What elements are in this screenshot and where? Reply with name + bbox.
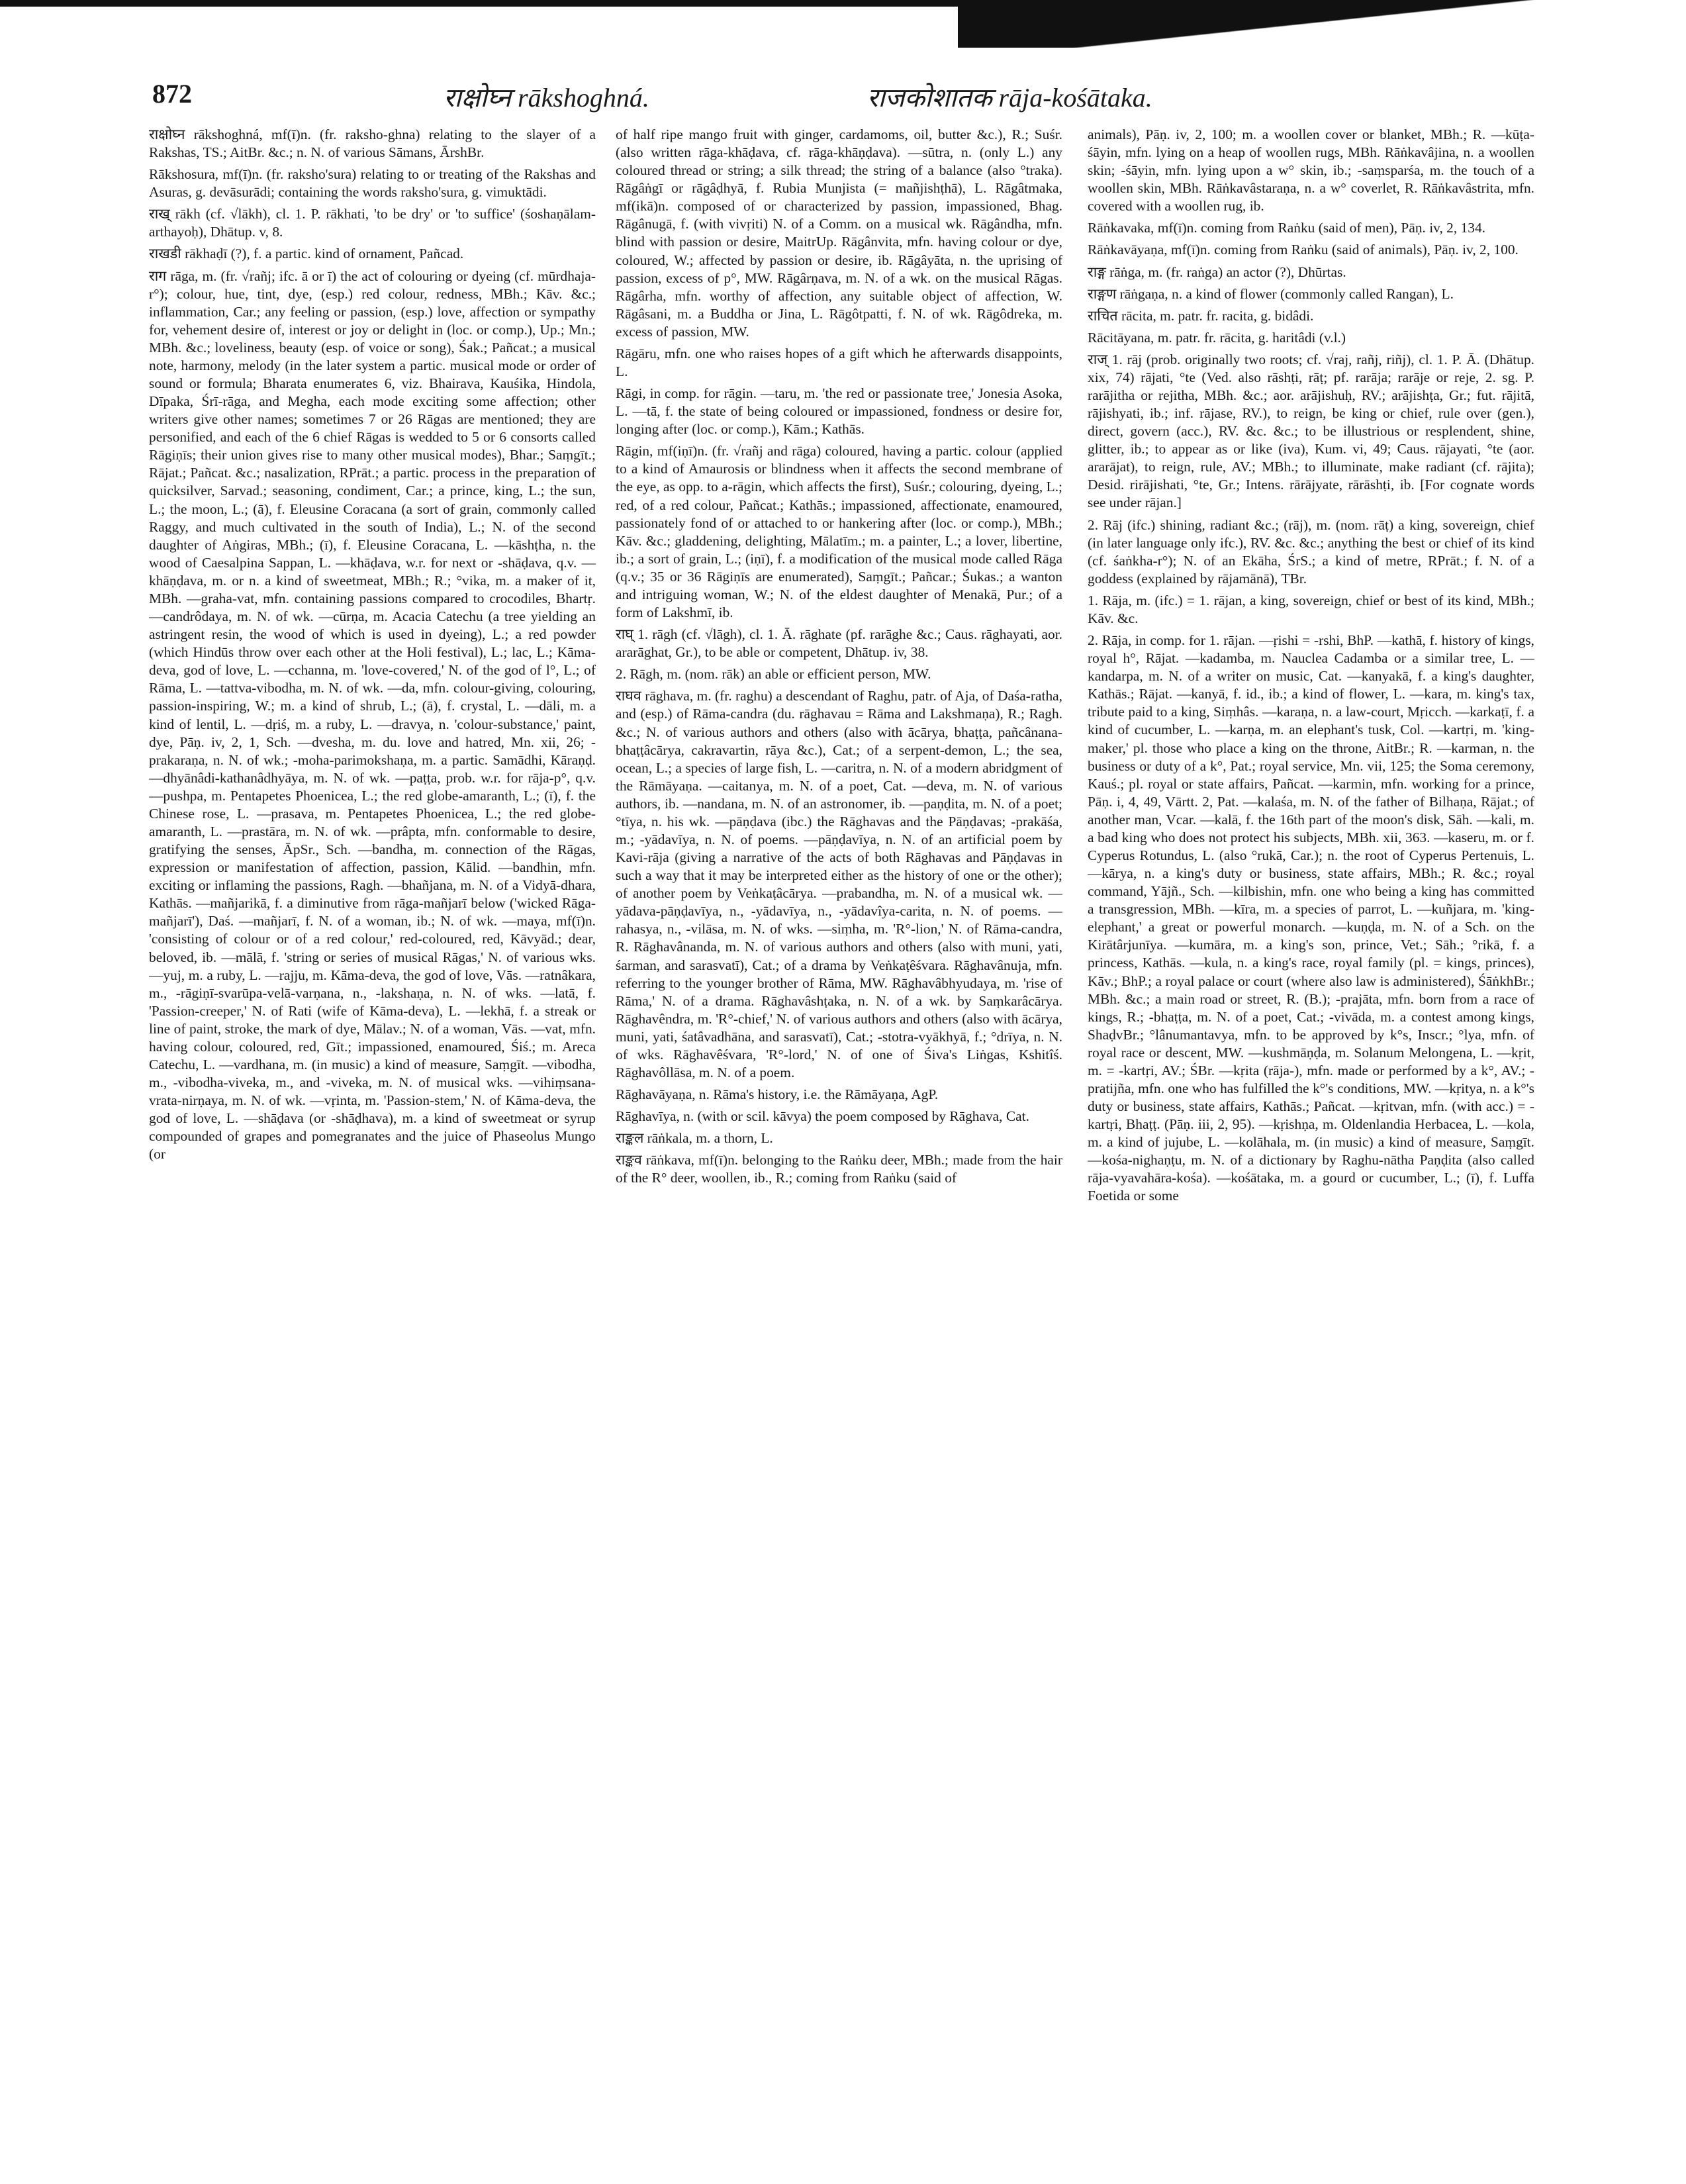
dictionary-entry: राज् 1. rāj (prob. originally two roots; cf. √raj, rañj, riñj), cl. 1. P. Ā. (Dhātup. xix, 74) rājati, °te (Ved. also rāshṭi, rāṭ; pf. rarāja; rarāje or reje, 2. sg. P. rarājitha or rejitha, MBh. &c.; aor. arājishuḥ, RV.; arājishṭa, Gr.; fut. rājitā, rājishyati, ib.; inf. rājase, RV.), to reign, be king or chief, rule over (gen.), direct, govern (acc.), RV. &c. &c.; to be illustrious or resplendent, shine, glitter, ib.; to appear as or like (iva), Kum. vi, 49; Caus. rājayati, °te (aor. ararājat), to reign, rule, AV.; MBh.; to illuminate, make radiant (cf. rājita); Desid. rirājishati, °te, Gr.; Intens. rārājyate, rārāshṭi, ib. [For cognate words see under rājan.] xyxy=(1088,351,1534,511)
dictionary-entry: राखडी rākhaḍī (?), f. a partic. kind of ornament, Pañcad. xyxy=(149,246,464,262)
dictionary-entry: राघ् 1. rāgh (cf. √lāgh), cl. 1. Ā. rāghate (pf. rarāghe &c.; Caus. rāghayati, aor. ararāghat, Gr.), to be able or competent, Dhātup. iv, 38. xyxy=(616,626,1062,661)
running-head-right: राजकोशातक rāja-kośātaka. xyxy=(867,83,1152,113)
dictionary-entry: 2. Rāja, in comp. for 1. rājan. —ṛishi = -rshi, BhP. —kathā, f. history of kings, royal h°, Rājat. —kadamba, m. Nauclea Cadamba or a similar tree, L. —kandarpa, m. N. of a writer on music, Cat. —kanyakā, f. a king's daughter, Kathās.; Rājat. —kanyā, f. id., ib.; a kind of flower, L. —kara, m. king's tax, tribute paid to a king, Siṃhâs. —karaṇa, n. a law-court, Mṛicch. —karkaṭī, f. a kind of cucumber, L. —karṇa, m. an elephant's tusk, Col. —kartṛi, m. 'king-maker,' pl. those who place a king on the throne, AitBr.; R. —karman, n. the business or duty of a k°, Pat.; royal service, Mn. vii, 125; the Soma ceremony, Kauś.; pl. royal or state affairs, Pañcat. —karmin, mfn. working for a prince, Pāṇ. i, 4, 49, Vārtt. 2, Pat. —kalaśa, m. N. of the father of Bilhaṇa, Rājat.; of another man, Vcar. —kalā, f. the 16th part of the moon's disk, Sāh. —kali, m. a bad king who does not protect his subjects, MBh. xii, 363. —kaseru, m. or f. Cyperus Rotundus, L. (also °rukā, Car.); n. the root of Cyperus Pertenuis, L. —kārya, n. a king's duty or business, state affairs, MBh.; R. &c.; royal command, Yājñ., Sch. —kilbishin, mfn. one who being a king has committed a transgression, MBh. —kīra, m. a species of parrot, L. —kuñjara, m. 'king-elephant,' a great or powerful monarch. —kuṇḍa, m. N. of a Sch. on the Kirātârjunīya. —kumāra, m. a king's son, prince, Vet.; Sāh.; °rikā, f. a princess, Kathās. —kula, n. a king's race, royal family (pl. = kings, princes), Kāv.; BhP.; a royal palace or court (where also law is administered), ŚāṅkhBr.; MBh. &c.; a main road or street, R. (B.); -prajāta, mfn. born from a race of kings, R.; -bhaṭṭa, m. N. of a poet, Cat.; -vivāda, m. a contest among kings, ShaḍvBr.; °lânumantavya, mfn. to be approved by k°s, Inscr.; °lya, mfn. of royal race or descent, MW. —kushmāṇḍa, m. Solanum Melongena, L. —kṛit, m. = -kartṛi, AV.; ŚBr. —kṛita (rāja-), mfn. made or performed by a k°, AV.; -pratijña, mfn. one who has fulfilled the k°'s conditions, MW. —kṛitya, n. a k°'s duty or business, state affairs, Kathās.; Pañcat. —kṛitvan, mfn. (with acc.) = -kartṛi, Bhaṭṭ. (Pāṇ. iii, 2, 95). —kṛishṇa, m. Oldenlandia Herbacea, L. —kola, m. a kind of jujube, L. —kolāhala, m. (in music) a kind of measure, Saṃgīt. —kośa-nighaṇṭu, m. N. of a dictionary by Raghu-nātha Paṇḍita (also called rāja-vyavahāra-kośa). —kośātaka, m. a gourd or cucumber, L.; (ī), f. Luffa Foetida or some xyxy=(1088,632,1534,1204)
dictionary-entry: राङ्गण rāṅgaṇa, n. a kind of flower (commonly called Rangan), L. xyxy=(1088,285,1454,302)
dictionary-entry: Rāghavāyaṇa, n. Rāma's history, i.e. the Rāmāyaṇa, AgP. xyxy=(616,1086,939,1103)
dictionary-entry: Rāṅkavaka, mf(ī)n. coming from Raṅku (said of men), Pāṇ. iv, 2, 134. xyxy=(1088,220,1485,236)
column-3 xyxy=(1088,126,1534,2152)
page-header xyxy=(152,78,1536,124)
running-head-left: राक्षोघ्न rākshoghná. xyxy=(444,83,649,113)
dictionary-entry: राग rāga, m. (fr. √rañj; ifc. ā or ī) the act of colouring or dyeing (cf. mūrdhaja-r°); colour, hue, tint, dye, (esp.) red colour, redness, MBh.; Kāv. &c.; inflammation, Car.; any feeling or passion, (esp.) love, affection or sympathy for, vehement desire of, interest or joy or delight in (loc. or comp.), Up.; Mn.; MBh. &c.; loveliness, beauty (esp. of voice or song), Śak.; Pañcat.; a musical note, harmony, melody (in the later system a partic. musical mode or order of sound or formula; Bharata enumerates 6, viz. Bhairava, Kauśika, Hindola, Dīpaka, Śrī-rāga, and Megha, each mode exciting some affection; other writers give other names; sometimes 7 or 26 Rāgas are mentioned; they are personified, and each of the 6 chief Rāgas is wedded to 5 or 6 consorts called Rāgiṇīs; their union gives rise to many other musical modes), Bhar.; Saṃgīt.; Rājat.; Pañcat. &c.; nasalization, RPrāt.; a partic. process in the preparation of quicksilver, Sarvad.; seasoning, condiment, Car.; a prince, king, L.; the sun, L.; the moon, L.; (ā), f. Eleusine Coracana (a sort of grain, commonly called Raggy, and much cultivated in the south of India), L.; N. of the second daughter of Aṅgiras, MBh.; (ī), f. Eleusine Coracana, L. —kāshṭha, n. the wood of Caesalpina Sappan, L. —khāḍava, w.r. for next or -shāḍava, q.v. —khāṇḍava, m. or n. a kind of sweetmeat, MBh.; R.; °vika, m. a maker of it, MBh. —graha-vat, mfn. containing passions compared to crocodiles, Bhartṛ. —candrôdaya, m. N. of wk. —cūrṇa, m. Acacia Catechu (a tree yielding an astringent resin, the wood of which is used in dyeing), L.; a red powder (which Hindūs throw over each other at the Holi festival), L.; lac, L.; Kāma-deva, god of love, L. —cchanna, m. 'love-covered,' N. of the god of l°, L.; of Rāma, L. —tattva-vibodha, m. N. of wk. —da, mfn. colour-giving, colouring, passion-inspiring, W.; m. a kind of shrub, L.; (ā), f. crystal, L. —dāli, m. a kind of lentil, L. —dṛiś, m. a ruby, L. —dravya, n. 'colour-substance,' paint, dye, Pāṇ. iv, 2, 1, Sch. —dvesha, m. du. love and hatred, Mn. xii, 26; -prakaraṇa, n. N. of wk.; -moha-parimokshaṇa, m. a partic. Samādhi, Kāraṇḍ. —dhyānâdi-kathanâdhyāya, m. N. of wk. —paṭṭa, prob. w.r. for rāja-p°, q.v. —pushpa, m. Pentapetes Phoenicea, L.; the red globe-amaranth, L.; (ī), f. the Chinese rose, L. —prasava, m. Pentapetes Phoenicea, L.; the red globe-amaranth, L. —prastāra, m. N. of wk. —prâpta, mfn. conformable to desire, gratifying the senses, ĀpSr., Sch. —bandha, m. connection of the Rāgas, expression or manifestation of affection, passion, Kālid. —bandhin, mfn. exciting or inflaming the passions, Ragh. —bhañjana, m. N. of a Vidyā-dhara, Kathās. —mañjarikā, f. a diminutive from rāga-mañjarī below ('wicked Rāga-mañjarī'), Daś. —mañjarī, f. N. of a woman, ib.; N. of wk. —maya, mf(ī)n. 'consisting of colour or of a red colour,' red-coloured, red, Kāvyād.; dear, beloved, ib. —mālā, f. 'string or series of musical Rāgas,' N. of various wks. —yuj, m. a ruby, L. —rajju, m. Kāma-deva, the god of love, Vās. —ratnâkara, m., -rāgiṇī-svarūpa-velā-varṇana, n., -lakshaṇa, n. N. of wks. —latā, f. 'Passion-creeper,' N. of Rati (wife of Kāma-deva), L. —lekhā, f. a streak or line of paint, stroke, the mark of dye, Mālav.; N. of a woman, Vās. —vat, mfn. having colour, coloured, red, Gīt.; impassioned, enamoured, Śiś.; m. Areca Catechu, L. —vardhana, m. (in music) a kind of measure, Saṃgīt. —vibodha, m., -vibodha-viveka, m., and -viveka, m. N. of musical wks. —vihiṃsana-vrata-nirṇaya, m. N. of wk. —vṛinta, m. 'Passion-stem,' N. of Kāma-deva, the god of love, L. —shāḍava (or -shāḍhava), m. a kind of sweetmeat or syrup compounded of grapes and pomegranates and the juice of Phaseolus Mungo (or xyxy=(149,267,596,1163)
dictionary-entry: Rāgi, in comp. for rāgin. —taru, m. 'the red or passionate tree,' Jonesia Asoka, L. —tā, f. the state of being coloured or impassioned, fondness or desire for, longing after (loc. or comp.), Kām.; Kathās. xyxy=(616,385,1062,438)
dictionary-entry: Rācitāyana, m. patr. fr. rācita, g. haritâdi (v.l.) xyxy=(1088,329,1346,346)
dictionary-entry: animals), Pāṇ. iv, 2, 100; m. a woollen cover or blanket, MBh.; R. —kūṭa-śāyin, mfn. lying on a heap of woollen rugs, MBh. Rāṅkavâjina, n. a woollen skin; -śāyin, mfn. lying upon a w° skin, ib.; -saṃsparśa, m. the touch of a woollen skin, MBh. Rāṅkavâstaraṇa, n. a w° coverlet, R. Rāṅkavâstrita, mfn. covered with a woollen rug, ib. xyxy=(1088,126,1534,214)
dictionary-entry: 2. Rāj (ifc.) shining, radiant &c.; (rāj), m. (nom. rāṭ) a king, sovereign, chief (in later language only ifc.), RV. &c. &c.; anything the best or chief of its kind (cf. śaṅkha-r°); N. of an Ekāha, ŚrS.; a kind of metre, RPrāt.; f. N. of a goddess (explained by rājamānā), TBr. xyxy=(1088,516,1534,587)
dictionary-entry: राघव rāghava, m. (fr. raghu) a descendant of Raghu, patr. of Aja, of Daśa-ratha, and (esp.) of Rāma-candra (du. rāghavau = Rāma and Lakshmaṇa), R.; Ragh. &c.; N. of various authors and others (also with ācārya, bhaṭṭa, pañcânana-bhaṭṭâcārya, cakravartin, rāya &c.), Cat.; of a serpent-demon, L.; the sea, ocean, L.; a species of large fish, L. —caritra, n. N. of a modern abridgment of the Rāmāyaṇa. —caitanya, m. N. of a poet, Cat. —deva, m. N. of various authors, ib. —nandana, m. N. of an astronomer, ib. —paṇḍita, m. N. of a poet; °tīya, n. his wk. —pāṇḍava (ibc.) the Rāghavas and the Pāṇḍavas; -prakāśa, m.; -yādavīya, n. N. of poems. —pāṇḍavīya, n. N. of an artificial poem by Kavi-rāja (giving a narrative of the acts of both Rāghavas and Pāṇḍavas in such a way that it may be interpreted either as the history of one or the other); of another poem by Veṅkaṭâcārya. —prabandha, m. N. of a musical wk. —yādava-pāṇḍavīya, n., -yādavīya, n., -yādavîya-carita, n. N. of poems. —rahasya, n., -vilāsa, m. N. of wks. —siṃha, m. 'R°-lion,' N. of Rāma-candra, R. Rāghavânanda, m. N. of various authors and others (also with muni, yati, śarman, and sarasvatī), Cat.; of a drama by Veṅkaṭêśvara. Rāghavânuja, mfn. referring to the younger brother of Rāma, MW. Rāghavâbhyudaya, m. 'rise of Rāma,' N. of a drama. Rāghavâshṭaka, n. N. of a wk. by Saṃkarâcārya. Rāghavêndra, m. 'R°-chief,' N. of various authors and others (also with ācārya, muni, yati, śatâvadhāna, and sarasvatī), Cat.; -stotra-vyākhyā, f.; °drīya, n. N. of wks. Rāghavêśvara, 'R°-lord,' N. of one of Śiva's Liṅgas, Kshitîś. Rāghavôllāsa, m. N. of a poem. xyxy=(616,688,1062,1080)
page-number: 872 xyxy=(152,79,192,109)
scan-shadow xyxy=(958,0,1686,48)
dictionary-entry: Rāgāru, mfn. one who raises hopes of a gift which he afterwards disappoints, L. xyxy=(616,345,1062,380)
dictionary-entry: राङ्कव rāṅkava, mf(ī)n. belonging to the Raṅku deer, MBh.; made from the hair of the R° deer, woollen, ib., R.; coming from Raṅku (said of xyxy=(616,1152,1062,1186)
column-1 xyxy=(149,126,596,2152)
dictionary-entry: राख् rākh (cf. √lākh), cl. 1. P. rākhati, 'to be dry' or 'to suffice' (śoshaṇālam-arthayoḥ), Dhātup. v, 8. xyxy=(149,206,596,240)
dictionary-entry: राचित rācita, m. patr. fr. racita, g. bidâdi. xyxy=(1088,307,1314,324)
dictionary-entry: राक्षोघ्न rākshoghná, mf(ī)n. (fr. raksho-ghna) relating to the slayer of a Rakshas, TS.; AitBr. &c.; n. N. of various Sāmans, ĀrshBr. xyxy=(149,126,596,161)
dictionary-entry: Rākshosura, mf(ī)n. (fr. raksho'sura) relating to or treating of the Rakshas and Asuras, g. devāsurādi; containing the words raksho'sura, g. vimuktādi. xyxy=(149,166,596,201)
dictionary-entry: राङ्ग rāṅga, m. (fr. raṅga) an actor (?), Dhūrtas. xyxy=(1088,263,1346,280)
dictionary-entry: of half ripe mango fruit with ginger, cardamoms, oil, butter &c.), R.; Suśr. (also written rāga-khāḍava, cf. rāga-khāṇḍava). —sūtra, n. (only L.) any coloured thread or string; a silk thread; the string of a balance (also °traka). Rāgâṅgī or rāgâḍhyā, f. Rubia Munjista (= mañjishṭhā), L. Rāgâtmaka, mf(ikā)n. composed of or characterized by passion, impassioned, Bhag. Rāgânugā, f. (with vivṛiti) N. of a Comm. on a musical wk. Rāgândha, mfn. blind with passion or desire, MaitrUp. Rāgânvita, mfn. having colour or dye, coloured, W.; affected by passion or desire, ib. Rāgâyāta, n. the uprising of passion, excess of p°, MW. Rāgârṇava, m. N. of a wk. on the musical Rāgas. Rāgârha, mfn. worthy of affection, any suitable object of affection, W. Rāgâsani, m. a Buddha or Jina, L. Rāgôtpatti, f. N. of wk. Rāgôdreka, m. excess of passion, MW. xyxy=(616,126,1062,340)
dictionary-entry: Rāṅkavāyaṇa, mf(ī)n. coming from Raṅku (said of animals), Pāṇ. iv, 2, 100. xyxy=(1088,242,1519,258)
column-2 xyxy=(616,126,1062,2152)
dictionary-entry: 2. Rāgh, m. (nom. rāk) an able or efficient person, MW. xyxy=(616,666,931,683)
dictionary-entry: Rāghavīya, n. (with or scil. kāvya) the poem composed by Rāghava, Cat. xyxy=(616,1108,1029,1125)
dictionary-entry: राङ्कल rāṅkala, m. a thorn, L. xyxy=(616,1130,773,1147)
dictionary-columns xyxy=(149,126,1539,2152)
dictionary-entry: 1. Rāja, m. (ifc.) = 1. rājan, a king, sovereign, chief or best of its kind, MBh.; Kāv. &c. xyxy=(1088,592,1534,626)
dictionary-entry: Rāgin, mf(iṇī)n. (fr. √rañj and rāga) coloured, having a partic. colour (applied to a kind of Amaurosis or blindness when it affects the second membrane of the eye, as opp. to a-rāgin, which affects the first), Suśr.; colouring, dyeing, L.; red, of a red colour, Pañcat.; Kathās.; impassioned, affectionate, enamoured, passionately fond of or attached to or hankering after (loc. or comp.), MBh.; Kāv. &c.; gladdening, delighting, Mālatīm.; m. a painter, L.; a lover, libertine, ib.; a sort of grain, L.; (iṇī), f. a modification of the musical mode called Rāga (q.v.; 35 or 36 Rāgiṇīs are enumerated), Saṃgīt.; Pañcar.; Śukas.; a wanton and intriguing woman, W.; N. of the eldest daughter of Menakā, Pur.; of a form of Lakshmī, ib. xyxy=(616,443,1062,621)
